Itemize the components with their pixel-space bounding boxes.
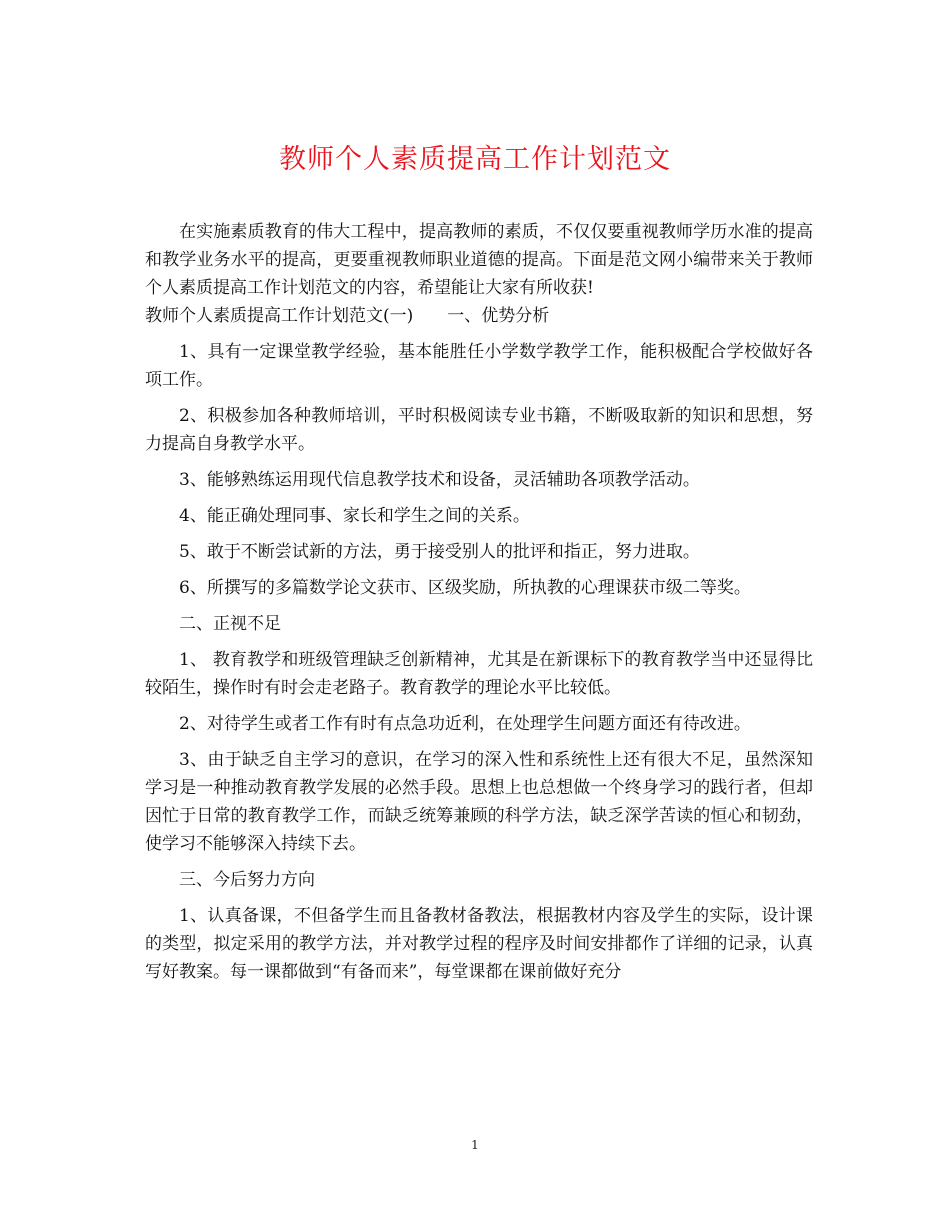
- section-heading-direction: 三、今后努力方向: [179, 870, 315, 890]
- paragraph-advantage-5: 5、敢于不断尝试新的方法，勇于接受别人的批评和指正，努力进取。: [179, 542, 700, 562]
- document-body: [145, 218, 813, 986]
- paragraph-advantage-1: 1、具有一定课堂教学经验，基本能胜任小学数学教学工作，能积极配合学校做好各项工作。: [145, 342, 813, 390]
- paragraph-shortcoming-1: 1、 教育教学和班级管理缺乏创新精神，尤其是在新课标下的教育教学当中还显得比较陌生，操作时有时会走老路子。教育教学的理论水平比较低。: [145, 650, 813, 698]
- paragraph-advantage-4: 4、能正确处理同事、家长和学生之间的关系。: [179, 506, 530, 526]
- section-heading-plan-one: 教师个人素质提高工作计划范文(一) 一、优势分析: [145, 306, 550, 326]
- paragraph-direction-1: 1、认真备课，不但备学生而且备教材备教法，根据教材内容及学生的实际，设计课的类型，拟定采用的教学方法，并对教学过程的程序及时间安排都作了详细的记录，认真写好教案。每一课都做到“有备而来”，每堂课都在课前做好充分: [145, 906, 813, 982]
- paragraph-advantage-2: 2、积极参加各种教师培训，平时积极阅读专业书籍，不断吸取新的知识和思想，努力提高自身教学水平。: [145, 406, 813, 454]
- page-number: 1: [471, 1138, 479, 1152]
- paragraph-shortcoming-3: 3、由于缺乏自主学习的意识，在学习的深入性和系统性上还有很大不足，虽然深知学习是一种推动教育教学发展的必然手段。思想上也总想做一个终身学习的践行者，但却因忙于日常的教育教学工作，而缺乏统筹兼顾的科学方法，缺乏深学苦读的恒心和韧劲，使学习不能够深入持续下去。: [145, 750, 813, 854]
- document-title: 教师个人素质提高工作计划范文: [279, 144, 671, 175]
- paragraph-advantage-3: 3、能够熟练运用现代信息教学技术和设备，灵活辅助各项教学活动。: [179, 470, 700, 490]
- paragraph-advantage-6: 6、所撰写的多篇数学论文获市、区级奖励，所执教的心理课获市级二等奖。: [179, 578, 751, 598]
- intro-paragraph: 在实施素质教育的伟大工程中，提高教师的素质，不仅仅要重视教师学历水准的提高和教学业务水平的提高，更要重视教师职业道德的提高。下面是范文网小编带来关于教师个人素质提高工作计划范文的内容，希望能让大家有所收获!: [145, 222, 813, 298]
- section-heading-shortcomings: 二、正视不足: [179, 614, 281, 634]
- paragraph-shortcoming-2: 2、对待学生或者工作有时有点急功近利，在处理学生问题方面还有待改进。: [179, 714, 751, 734]
